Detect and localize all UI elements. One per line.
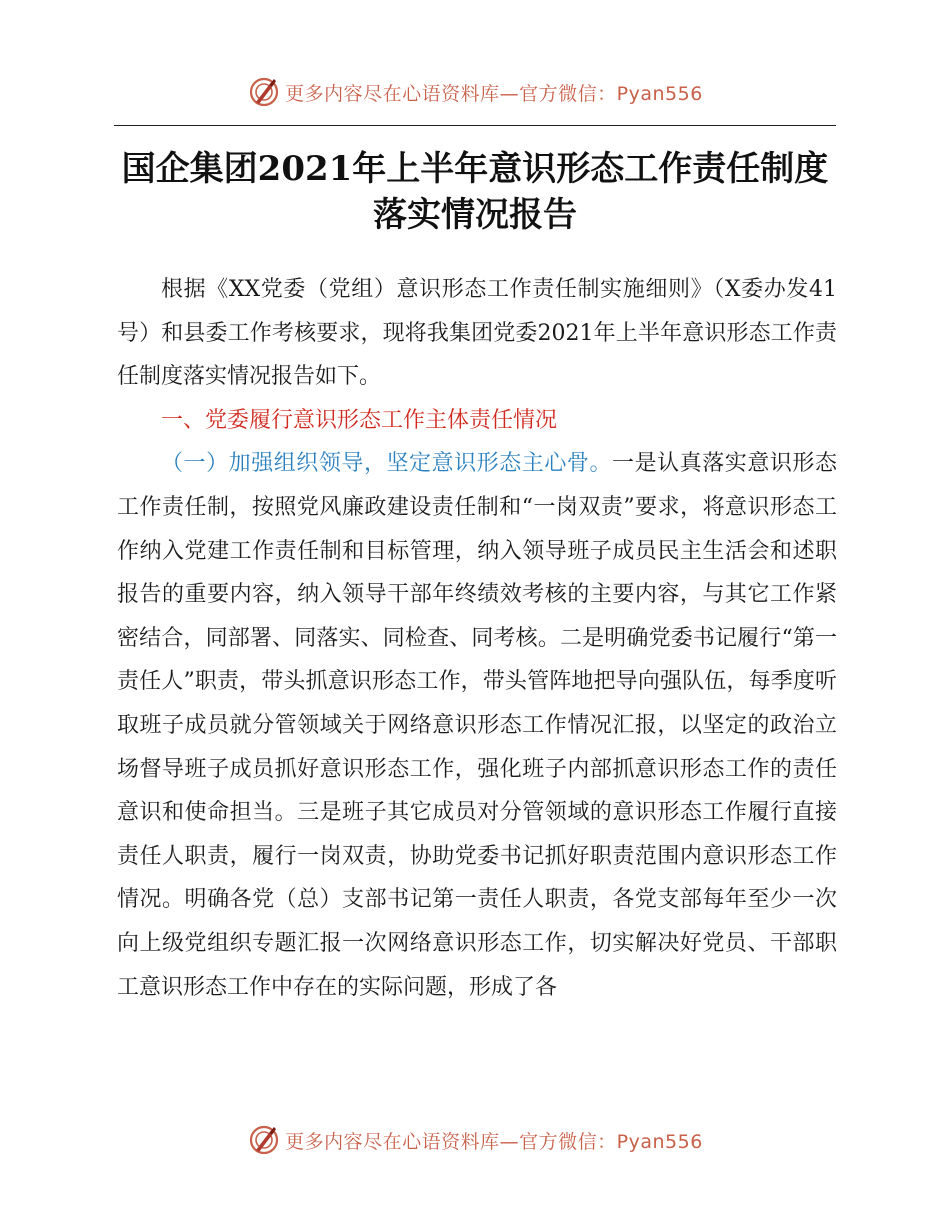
intro-paragraph: 根据《XX党委（党组）意识形态工作责任制实施细则》（X委办发41号）和县委工作考核要求，现将我集团党委2021年上半年意识形态工作责任制度落实情况报告如下。: [117, 277, 837, 390]
title-line-2: 落实情况报告: [373, 195, 577, 235]
title-line-1: 国企集团2021年上半年意识形态工作责任制度: [121, 149, 829, 189]
section-heading-1: 一、党委履行意识形态工作主体责任情况: [161, 407, 558, 433]
document-body: [117, 268, 837, 1009]
pen-circle-logo-icon: [247, 75, 281, 109]
document-title: [90, 146, 860, 238]
footer-watermark: [0, 1120, 950, 1160]
subsection-paragraph-1: [117, 442, 837, 1009]
watermark-text: 更多内容尽在心语资料库—官方微信：Pyan556: [285, 1130, 703, 1153]
subsection-heading-1: （一）加强组织领导，坚定意识形态主心骨。: [161, 451, 613, 477]
pen-circle-logo-icon: [247, 1123, 281, 1157]
watermark-text: 更多内容尽在心语资料库—官方微信：Pyan556: [285, 82, 703, 105]
header-watermark: [0, 72, 950, 112]
header-rule: [114, 125, 836, 126]
subsection-body-1: 一是认真落实意识形态工作责任制，按照党风廉政建设责任制和“一岗双责”要求，将意识形态工作纳入党建工作责任制和目标管理，纳入领导班子成员民主生活会和述职报告的重要内容，纳入领导干部年终绩效考核的主要内容，与其它工作紧密结合，同部署、同落实、同检查、同考核。二是明确党委书记履行“第一责任人”职责，带头抓意识形态工作，带头管阵地把导向强队伍，每季度听取班子成员就分管领域关于网络意识形态工作情况汇报，以坚定的政治立场督导班子成员抓好意识形态工作，强化班子内部抓意识形态工作的责任意识和使命担当。三是班子其它成员对分管领域的意识形态工作履行直接责任人职责，履行一岗双责，协助党委书记抓好职责范围内意识形态工作情况。明确各党（总）支部书记第一责任人职责，各党支部每年至少一次向上级党组织专题汇报一次网络意识形态工作，切实解决好党员、干部职工意识形态工作中存在的实际问题，形成了各: [117, 451, 837, 1000]
